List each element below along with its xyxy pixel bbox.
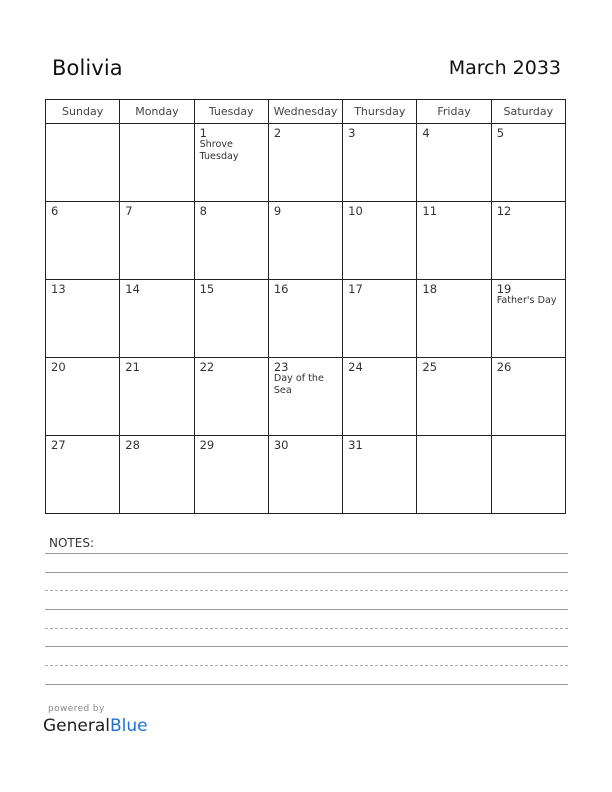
day-cell bbox=[268, 436, 342, 514]
notes-line bbox=[45, 572, 568, 573]
day-cell bbox=[46, 436, 120, 514]
brand-name-part2: Blue bbox=[110, 716, 148, 736]
empty-day-cell bbox=[491, 436, 565, 514]
day-number: 15 bbox=[199, 282, 215, 296]
day-cell bbox=[417, 202, 491, 280]
day-cell bbox=[268, 124, 342, 202]
weekday-thursday: Thursday bbox=[343, 100, 417, 124]
day-number: 7 bbox=[125, 204, 133, 218]
day-number: 13 bbox=[51, 282, 66, 296]
weekday-wednesday: Wednesday bbox=[268, 100, 342, 124]
week-row bbox=[46, 280, 566, 358]
weekday-saturday: Saturday bbox=[491, 100, 565, 124]
empty-day-cell bbox=[120, 124, 194, 202]
notes-line bbox=[45, 665, 568, 666]
day-cell bbox=[343, 358, 417, 436]
day-cell bbox=[343, 202, 417, 280]
day-number: 23 bbox=[273, 360, 289, 374]
month-year-title: March 2033 bbox=[448, 57, 561, 79]
day-number: 11 bbox=[422, 204, 438, 218]
day-number: 9 bbox=[273, 204, 282, 218]
holiday-label: Day of the Sea bbox=[273, 373, 324, 396]
day-number: 18 bbox=[422, 282, 438, 296]
day-number: 29 bbox=[199, 438, 215, 452]
brand-name-part1: General bbox=[43, 716, 110, 736]
week-row bbox=[46, 358, 566, 436]
week-row bbox=[46, 202, 566, 280]
day-number: 30 bbox=[273, 438, 289, 452]
day-cell bbox=[268, 202, 342, 280]
day-cell bbox=[343, 436, 417, 514]
day-cell bbox=[491, 202, 565, 280]
notes-line bbox=[45, 553, 568, 554]
day-number: 17 bbox=[348, 282, 363, 296]
notes-line bbox=[45, 628, 568, 629]
country-title: Bolivia bbox=[52, 56, 123, 80]
notes-line bbox=[45, 684, 568, 685]
day-cell bbox=[194, 280, 268, 358]
day-cell bbox=[194, 202, 268, 280]
day-cell bbox=[46, 280, 120, 358]
weekday-friday: Friday bbox=[417, 100, 491, 124]
day-cell bbox=[120, 358, 194, 436]
day-number: 27 bbox=[51, 438, 66, 452]
day-number: 8 bbox=[199, 204, 207, 218]
day-number: 22 bbox=[199, 360, 215, 374]
weekday-header-row bbox=[46, 100, 566, 124]
day-cell bbox=[491, 124, 565, 202]
holiday-label: Father's Day bbox=[496, 295, 557, 306]
day-number: 26 bbox=[496, 360, 512, 374]
week-row bbox=[46, 436, 566, 514]
day-number: 16 bbox=[273, 282, 289, 296]
day-number: 4 bbox=[422, 126, 430, 140]
day-cell bbox=[46, 202, 120, 280]
powered-by-text: powered by bbox=[48, 704, 105, 714]
day-cell bbox=[417, 124, 491, 202]
day-cell bbox=[194, 124, 268, 202]
day-number: 19 bbox=[496, 282, 512, 296]
day-cell bbox=[343, 124, 417, 202]
notes-label: NOTES: bbox=[49, 536, 94, 550]
day-cell bbox=[417, 358, 491, 436]
day-number: 5 bbox=[496, 126, 505, 140]
day-cell bbox=[491, 280, 565, 358]
day-number: 3 bbox=[348, 126, 356, 140]
day-cell bbox=[120, 280, 194, 358]
empty-day-cell bbox=[417, 436, 491, 514]
day-number: 1 bbox=[199, 126, 207, 140]
day-cell bbox=[120, 202, 194, 280]
day-cell bbox=[491, 358, 565, 436]
notes-line bbox=[45, 609, 568, 610]
holiday-label: Shrove Tuesday bbox=[199, 139, 239, 162]
day-number: 25 bbox=[422, 360, 438, 374]
weekday-sunday: Sunday bbox=[46, 100, 120, 124]
day-cell bbox=[46, 358, 120, 436]
day-number: 6 bbox=[51, 204, 59, 218]
day-number: 10 bbox=[348, 204, 363, 218]
day-number: 12 bbox=[496, 204, 512, 218]
calendar-grid bbox=[45, 99, 566, 514]
day-cell bbox=[194, 436, 268, 514]
day-cell bbox=[417, 280, 491, 358]
notes-line bbox=[45, 646, 568, 647]
week-row bbox=[46, 124, 566, 202]
day-number: 2 bbox=[273, 126, 282, 140]
notes-line bbox=[45, 590, 568, 591]
day-number: 21 bbox=[125, 360, 140, 374]
empty-day-cell bbox=[46, 124, 120, 202]
day-cell bbox=[343, 280, 417, 358]
day-cell bbox=[268, 280, 342, 358]
day-number: 14 bbox=[125, 282, 140, 296]
day-number: 20 bbox=[51, 360, 66, 374]
brand-logo[interactable] bbox=[43, 716, 148, 736]
day-cell bbox=[268, 358, 342, 436]
day-cell bbox=[120, 436, 194, 514]
day-number: 28 bbox=[125, 438, 140, 452]
day-number: 24 bbox=[348, 360, 363, 374]
weekday-tuesday: Tuesday bbox=[194, 100, 268, 124]
day-number: 31 bbox=[348, 438, 363, 452]
day-cell bbox=[194, 358, 268, 436]
weekday-monday: Monday bbox=[120, 100, 194, 124]
